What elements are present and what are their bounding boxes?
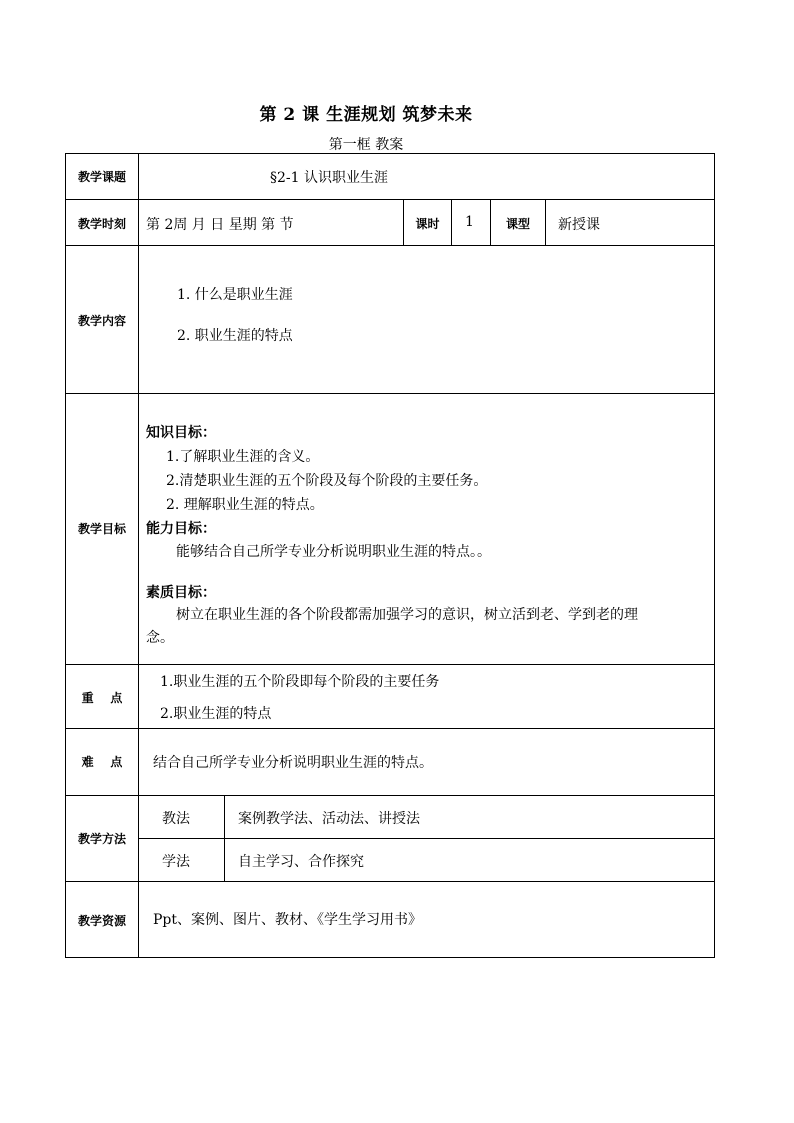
goals-label: 教学目标: [77, 522, 126, 536]
row-divider: [65, 393, 715, 394]
difficulty-value: 结合自己所学专业分析说明职业生涯的特点。: [153, 755, 433, 771]
table-border-bottom: [65, 957, 715, 958]
table-border-right: [714, 153, 715, 957]
topic-value: §2-1 认识职业生涯: [270, 170, 388, 186]
resources-value: Ppt、案例、图片、教材、《学生学习用书》: [153, 912, 423, 928]
type-label: 课型: [505, 217, 530, 231]
key-point-item: 2.职业生涯的特点: [160, 706, 272, 722]
learn-method-label: 学法: [162, 854, 190, 870]
hours-value: 1: [465, 214, 474, 230]
content-item: 2. 职业生涯的特点: [177, 328, 293, 344]
key-points-label: 重 点: [81, 691, 123, 705]
label-column-divider: [138, 153, 139, 957]
teach-method-value: 案例教学法、活动法、讲授法: [238, 811, 420, 827]
row-divider: [65, 245, 715, 246]
content-item: 1. 什么是职业生涯: [177, 287, 293, 303]
quality-text-line2: 念。: [146, 630, 174, 646]
page-title: 第 2 课 生涯规划 筑梦未来: [259, 105, 473, 125]
time-label: 教学时刻: [77, 217, 126, 231]
knowledge-item: 2. 理解职业生涯的特点。: [166, 497, 324, 513]
cell-divider: [224, 795, 225, 881]
ability-title: 能力目标：: [146, 521, 216, 537]
teach-method-label: 教法: [162, 811, 190, 827]
ability-text: 能够结合自己所学专业分析说明职业生涯的特点。。: [176, 544, 491, 560]
page-subtitle: 第一框 教案: [328, 137, 404, 153]
learn-method-value: 自主学习、合作探究: [238, 854, 364, 870]
row-divider: [65, 728, 715, 729]
knowledge-item: 1.了解职业生涯的含义。: [166, 449, 320, 465]
knowledge-title: 知识目标：: [146, 425, 216, 441]
resources-label: 教学资源: [77, 914, 126, 928]
method-label: 教学方法: [77, 832, 126, 846]
topic-label: 教学课题: [77, 170, 126, 184]
knowledge-item: 2.清楚职业生涯的五个阶段及每个阶段的主要任务。: [166, 473, 488, 489]
quality-text-line1: 树立在职业生涯的各个阶段都需加强学习的意识，树立活到老、学到老的理: [176, 607, 638, 623]
row-divider: [65, 664, 715, 665]
type-value: 新授课: [558, 217, 600, 233]
difficulty-label: 难 点: [81, 755, 123, 769]
row-divider: [65, 795, 715, 796]
row-divider: [65, 881, 715, 882]
cell-divider: [451, 199, 452, 245]
time-value: 第 2周 月 日 星期 第 节: [146, 217, 294, 233]
cell-divider: [545, 199, 546, 245]
row-divider: [65, 199, 715, 200]
hours-label: 课时: [415, 217, 440, 231]
content-label: 教学内容: [77, 314, 126, 328]
quality-title: 素质目标：: [146, 585, 216, 601]
key-point-item: 1.职业生涯的五个阶段即每个阶段的主要任务: [160, 674, 440, 690]
table-border-top: [65, 153, 715, 154]
